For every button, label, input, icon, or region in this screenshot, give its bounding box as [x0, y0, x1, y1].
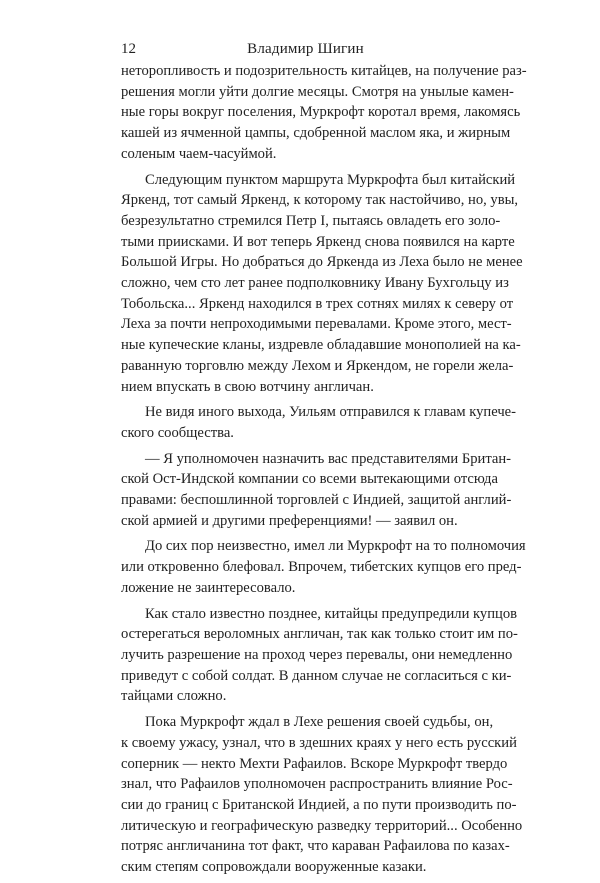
text-line: Яркенд, тот самый Яркенд, к которому так настойчиво, но, увы, — [121, 192, 519, 209]
text-line: Большой Игры. Но добраться до Яркенда из Леха было не менее — [121, 254, 523, 271]
text-line: Пока Муркрофт ждал в Лехе решения своей судьбы, он, — [145, 714, 494, 731]
text-line: Леха за почти непроходимыми перевалами. Кроме этого, мест- — [121, 316, 512, 333]
text-line: ским степям сопровождали вооруженные казаки. — [121, 859, 427, 876]
text-line: приведут с собой солдат. В данном случае не согласиться с ки- — [121, 667, 512, 684]
text-line: правами: беспошлинной торговлей с Индией, защитой англий- — [121, 492, 512, 509]
text-line: Тобольска... Яркенд находился в трех сотнях милях к северу от — [121, 295, 514, 312]
page-header — [121, 38, 490, 60]
text-line: нием впускать в свою вотчину англичан. — [121, 378, 374, 395]
paragraph — [121, 61, 527, 165]
text-line: Как стало известно позднее, китайцы предупредили купцов — [145, 605, 518, 622]
paragraph — [121, 536, 526, 598]
text-line: неторопливость и подозрительность китайцев, на получение раз- — [121, 63, 527, 79]
text-line: тайцами сложно. — [121, 688, 227, 705]
text-line: ской Ост-Индской компании со всеми вытекающими отсюда — [121, 471, 498, 488]
text-line: сложно, чем сто лет ранее подполковнику Ивану Бухгольцу из — [121, 275, 509, 292]
text-line: ского сообщества. — [121, 424, 234, 441]
paragraph — [121, 402, 517, 443]
running-head-author: Владимир Шигин — [247, 41, 364, 57]
text-line: литическую и географическую разведку территорий... Особенно — [121, 817, 523, 834]
text-line: соленым чаем-часуймой. — [121, 145, 277, 162]
text-line: безрезультатно стремился Петр I, пытаясь овладеть его золо- — [121, 212, 501, 229]
text-line: знал, что Рафаилов уполномочен распространить влияние Рос- — [121, 776, 513, 793]
text-line: ные горы вокруг поселения, Муркрофт коротал время, лакомясь — [121, 104, 521, 121]
text-line: ные купеческие кланы, издревле обладавшие монополией на ка- — [121, 337, 521, 354]
text-line: До сих пор неизвестно, имел ли Муркрофт на то полномочия — [145, 538, 526, 555]
paragraph — [121, 449, 512, 532]
text-line: остерегаться вероломных англичан, так как только стоит им по- — [121, 626, 518, 643]
text-line: соперник — некто Мехти Рафаилов. Вскоре Муркрофт твердо — [121, 755, 508, 772]
text-line: Следующим пунктом маршрута Муркрофта был китайский — [145, 171, 516, 188]
text-line: ской армией и другими преференциями! — заявил он. — [121, 512, 458, 529]
text-line: потряс англичанина тот факт, что караван Рафаилова по казах- — [121, 838, 510, 855]
text-line: тыми приисками. И вот теперь Яркенд снова появился на карте — [121, 233, 515, 250]
text-line: Не видя иного выхода, Уильям отправился к главам купече- — [145, 404, 517, 421]
text-line: решения могли уйти долгие месяцы. Смотря на унылые камен- — [121, 83, 514, 100]
text-line: или откровенно блефовал. Впрочем, тибетских купцов его пред- — [121, 559, 522, 576]
text-line: раванную торговлю между Лехом и Яркендом, не горели жела- — [121, 357, 514, 374]
page-number: 12 — [121, 41, 136, 57]
body-text — [121, 61, 527, 883]
text-line: к своему ужасу, узнал, что в здешних краях у него есть русский — [121, 734, 517, 751]
paragraph — [121, 712, 523, 878]
text-line: — Я уполномочен назначить вас представителями Британ- — [145, 450, 512, 467]
text-line: сии до границ с Британской Индией, а по пути производить по- — [121, 796, 517, 813]
text-line: ложение не заинтересовало. — [121, 579, 296, 596]
paragraph — [121, 170, 523, 398]
text-line: кашей из ячменной цампы, сдобренной маслом яка, и жирным — [121, 125, 511, 142]
text-line: лучить разрешение на проход через перевалы, они немедленно — [121, 646, 513, 663]
paragraph — [121, 604, 518, 708]
